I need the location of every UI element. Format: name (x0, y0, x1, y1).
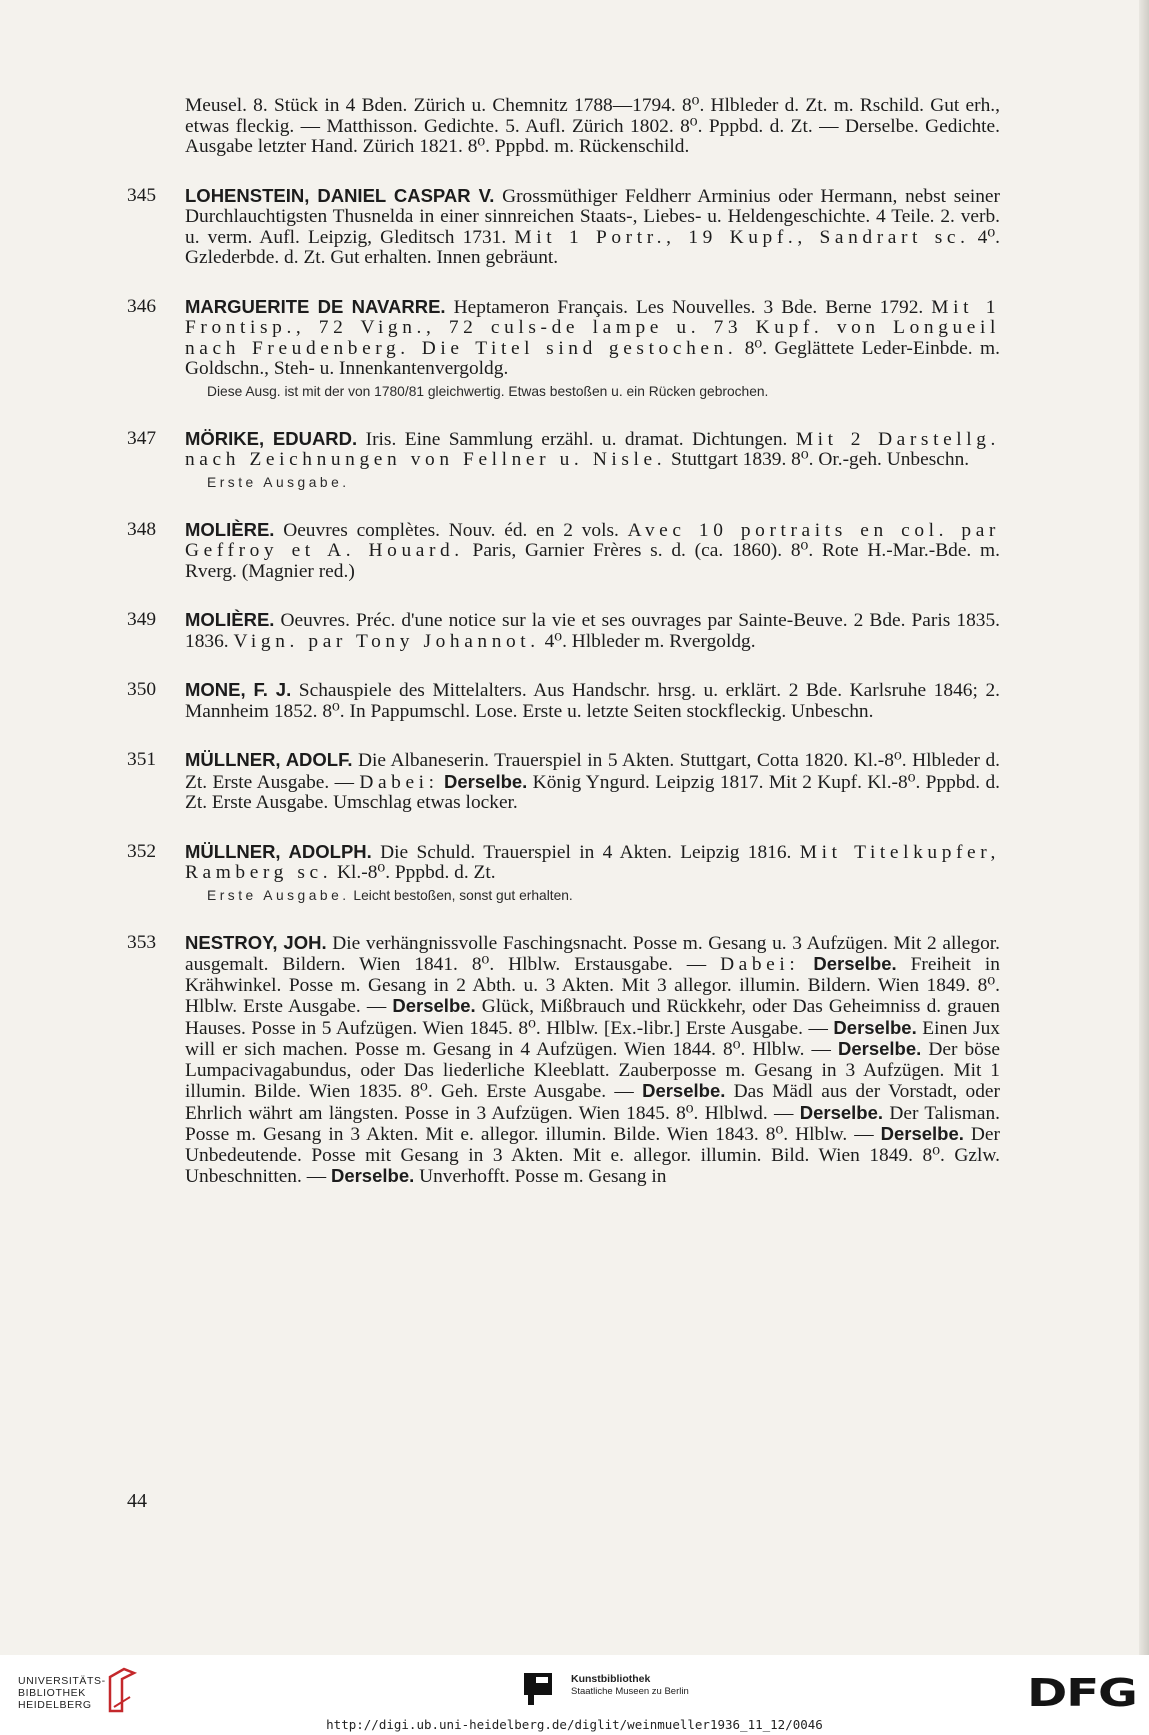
ub-logo-line: BIBLIOTHEK (18, 1687, 86, 1699)
entry-note: Erste Ausgabe. (207, 474, 350, 490)
dfg-logo[interactable]: DFG (1027, 1671, 1137, 1715)
ub-heidelberg-logo[interactable] (18, 1675, 106, 1711)
catalog-entry (118, 297, 1000, 401)
entry-description: MÖRIKE, EDUARD. Iris. Eine Sammlung erzähl. u. dramat. Dichtungen. Mit 2 Darstellg. nach Zeichnungen von Fellner u. Nisle. Stuttgart 1839. 8⁰. Or.-geh. Unbeschn. (185, 427, 1000, 470)
entry-description: MARGUERITE DE NAVARRE. Heptameron Français. Les Nouvelles. 3 Bde. Berne 1792. Mit 1 Frontisp., 72 Vign., 72 culs-de lampe u. 73 Kupf. von Longueil nach Freudenberg. Die Titel sind gestochen. 8⁰. Geglättete Leder-Einbde. m. Goldschn., Steh- u. Innenkantenvergoldg. (185, 295, 1000, 379)
entry-description: MOLIÈRE. Oeuvres complètes. Nouv. éd. en 2 vols. Avec 10 portraits en col. par Geffroy et A. Houard. Paris, Garnier Frères s. d. (ca. 1860). 8⁰. Rote H.-Mar.-Bde. m. Rverg. (Magnier red.) (185, 518, 1000, 582)
catalog-entry (118, 520, 1000, 583)
page-edge-shadow (1139, 0, 1149, 1655)
lot-number: 347 (127, 427, 157, 449)
kb-subtitle: Staatliche Museen zu Berlin (571, 1686, 689, 1697)
ub-logo-mark-icon (104, 1667, 138, 1713)
lot-number: 351 (127, 749, 157, 770)
lead-paragraph: Meusel. 8. Stück in 4 Bden. Zürich u. Chemnitz 1788—1794. 8⁰. Hlbleder d. Zt. m. Rschild. Gut erh., etwas fleckig. — Matthisson. Gedichte. 5. Aufl. Zürich 1802. 8⁰. Pppbd. d. Zt. — Derselbe. Gedichte. Ausgabe letzter Hand. Zürich 1821. 8⁰. Pppbd. m. Rückenschild. (185, 95, 1000, 157)
kunstbibliothek-logo-icon[interactable] (524, 1673, 552, 1705)
catalog-entry (118, 842, 1000, 905)
lot-number: 349 (127, 609, 157, 630)
lot-number: 350 (127, 679, 157, 700)
viewer-footer (0, 1655, 1149, 1735)
lot-number: 345 (127, 184, 157, 206)
entry-description: NESTROY, JOH. Die verhängnissvolle Faschingsnacht. Posse m. Gesang u. 3 Aufzügen. Mit 2 allegor. ausgemalt. Bildern. Wien 1841. 8⁰. Hlblw. Erstausgabe. — Dabei: Derselbe. Freiheit in Krähwinkel. Posse m. Gesang in 2 Abth. u. 3 Akten. Mit 3 allegor. illumin. Bildern. Wien 1849. 8⁰. Hlblw. Erste Ausgabe. — Derselbe. Glück, Mißbrauch und Rückkehr, oder Das Geheimniss d. grauen Hauses. Posse in 5 Aufzügen. Wien 1845. 8⁰. Hlblw. [Ex.-libr.] Erste Ausgabe. — Derselbe. Einen Jux will er sich machen. Posse m. Gesang in 4 Aufzügen. Wien 1844. 8⁰. Hlblw. — Derselbe. Der böse Lumpacivagabundus, oder Das liederliche Kleeblatt. Zauberposse m. Gesang in 3 Aufzügen. Mit 1 illumin. Bilde. Wien 1835. 8⁰. Geh. Erste Ausgabe. — Derselbe. Das Mädl aus der Vorstadt, oder Ehrlich währt am längsten. Posse in 3 Aufzügen. Wien 1845. 8⁰. Hlblwd. — Derselbe. Der Talisman. Posse m. Gesang in 3 Akten. Mit e. allegor. illumin. Bilde. Wien 1843. 8⁰. Hlblw. — Derselbe. Der Unbedeutende. Posse mit Gesang in 3 Akten. Mit e. allegor. illumin. Bild. Wien 1849. 8⁰. Gzlw. Unbeschnitten. — Derselbe. Unverhofft. Posse m. Gesang in (185, 931, 1001, 1187)
entry-note: Diese Ausg. ist mit der von 1780/81 gleichwertig. Etwas bestoßen u. ein Rücken gebrochen. (207, 383, 769, 399)
entry-list (118, 186, 1000, 1188)
entry-description: LOHENSTEIN, DANIEL CASPAR V. Grossmüthiger Feldherr Arminius oder Hermann, nebst seiner Durchlauchtigsten Thusnelda in einer sinnreichen Staats-, Liebes- u. Heldengeschichte. 4 Teile. 2. verb. u. verm. Aufl. Leipzig, Gleditsch 1731. Mit 1 Portr., 19 Kupf., Sandrart sc. 4⁰. Gzlederbde. d. Zt. Gut erhalten. Innen gebräunt. (185, 184, 1000, 268)
entry-description: MOLIÈRE. Oeuvres. Préc. d'une notice sur la vie et ses ouvrages par Sainte-Beuve. 2 Bde. Paris 1835. 1836. Vign. par Tony Johannot. 4⁰. Hlbleder m. Rvergoldg. (185, 609, 1000, 652)
ub-logo-line: UNIVERSITÄTS- (18, 1675, 106, 1687)
catalog-text (118, 96, 1000, 1216)
ub-logo-line: HEIDELBERG (18, 1699, 92, 1711)
entry-description: MÜLLNER, ADOLF. Die Albaneserin. Trauerspiel in 5 Akten. Stuttgart, Cotta 1820. Kl.-8⁰. Hlbleder d. Zt. Erste Ausgabe. — Dabei: Derselbe. König Yngurd. Leipzig 1817. Mit 2 Kupf. Kl.-8⁰. Pppbd. d. Zt. Erste Ausgabe. Umschlag etwas locker. (185, 749, 1000, 813)
page-url[interactable]: http://digi.ub.uni-heidelberg.de/diglit/weinmueller1936_11_12/0046 (326, 1717, 823, 1732)
kunstbibliothek-logo-text (571, 1673, 689, 1698)
catalog-entry (118, 750, 1000, 814)
catalog-entry (118, 610, 1000, 652)
lot-number: 353 (127, 931, 157, 953)
lot-number: 352 (127, 840, 157, 862)
entry-description: MONE, F. J. Schauspiele des Mittelalters. Aus Handschr. hrsg. u. erklärt. 2 Bde. Karlsruhe 1846; 2. Mannheim 1852. 8⁰. In Pappumschl. Lose. Erste u. letzte Seiten stockfleckig. Unbeschn. (185, 679, 1000, 722)
entry-note: Erste Ausgabe. Leicht bestoßen, sonst gut erhalten. (207, 887, 573, 903)
entry-description: MÜLLNER, ADOLPH. Die Schuld. Trauerspiel in 4 Akten. Leipzig 1816. Mit Titelkupfer, Ramberg sc. Kl.-8⁰. Pppbd. d. Zt. (185, 840, 1000, 883)
lot-number: 348 (127, 518, 157, 540)
lot-number: 346 (127, 295, 157, 317)
catalog-entry (118, 933, 1000, 1188)
catalog-entry (118, 680, 1000, 722)
catalog-entry (118, 186, 1000, 269)
page-number: 44 (127, 1490, 147, 1512)
catalog-entry (118, 429, 1000, 492)
kb-title: Kunstbibliothek (571, 1673, 651, 1685)
